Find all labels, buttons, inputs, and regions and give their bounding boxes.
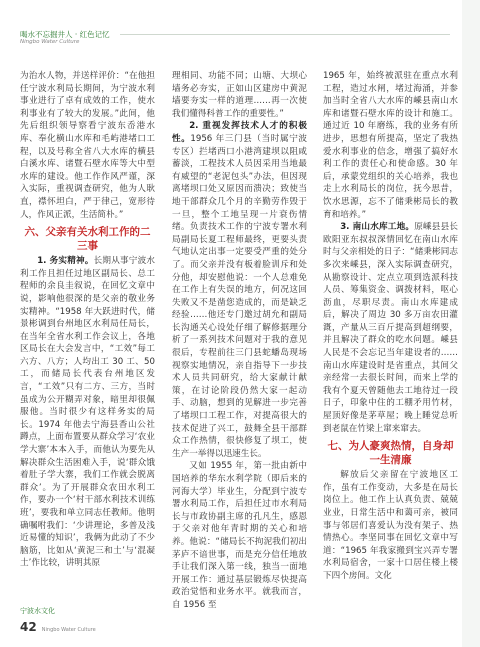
header-subtitle: Ningbo Water Culture	[20, 39, 80, 45]
subheading: 1. 务实精神。	[37, 256, 94, 267]
paragraph: 为治水人物，并送样评价：“在他担任宁波水利局长期间，为宁波水利事业进行了卓有成效的工作，使水利事业有了较大的发展。”此间，他先后组织领导察看宁波东岙港水库、奉化横山水库和毛屿港堵口工程，以及号称全省八大水库的横县白溪水库、诸暨石壁水库等大中型水库的建设。他工作作风严谨，深入实际，重视调查研究，他为人耿直，襟怀坦白，严于律己，宽形待人，作风正派，生活简朴。”	[20, 71, 155, 220]
paragraph	[323, 221, 458, 435]
paragraph	[172, 120, 307, 460]
paragraph: 1965 年，始终被派驻在重点水利工程，造过水闸，堵过海涌，并参加当时全省八大水库的嵊县南山水库和诸暨石壁水库的设计和施工。通过近 10 年磨练，我的业务有所进步，思想有所提高，坚定了我热爱水利事业的信念，增强了搞好水利工作的责任心和使命感。30 年后，承蒙党组织的关心培养，我也走上水利局长的岗位，抚今思昔，饮水思源，忘不了储秉彬局长的教育和培养。”	[323, 71, 458, 220]
column-2	[172, 70, 307, 612]
paragraph-text: 原嵊县县长欧阳亚东叔叔深情回忆在南山水库时与父亲相处的日子：“储秉彬同志多次来嵊县，深入实际调查研究，从勘察设计、定点立项到选派科技人员、筹集资金、调拨材料，呕心沥血，尽职尽责。南山水库建成后，解决了周边 30 多万亩农田灌溉，产量从三百斤提高到超纲要，并且解决了群众的吃水问题。嵊县人民是不会忘记当年建设者的……南山水库建设时是省重点，其间父亲经常一去很长时间，而来上学的我有个夏天曾随他去工地待过一段日子，印象中住的工棚矛用竹材，屋顶好像是茅草屋；晚上睡觉总听到老鼠在竹梁上窜来窜去。	[323, 222, 458, 434]
paragraph-text: 1956 年三门县（当时属宁波专区）拦堵西口小港湾建坝以阻咸蓄淡，工程技术人员因采用当地最有威望的“老泥包头”办法，但因现离堵坝口处又原因而溃决；致使当地干部群众几个月的辛勤劳作毁于一旦，整个工地呈现一片衰伤情绪。负责技术工作的宁波专署水利局副局长夏工程师最终，更要头责气地认定出事一定要受严重的处分了。而父亲并没有板着脸训斥和处分他，却安慰他说：一个人总难免在工作上有失误的地方，何况这回失败又不是凿您造成的，而是缺乏经验……他还专门邀过胡允和副局长沟通关心设处仔细了解修据理分析了一系列技术问题对于我的意见很后，专程前往三门县蛇蟠岛现场视察实地情况，亲自指导下一步技术人员共同研究，给大家献计献策，在讨论阶段仍然大家一起动手、动脑，想到的见解进一步完善了堵坝口工程工作，对提高很大的技术促进了兴工，鼓舞全县干部群众工作热情，很快修复了坝工，使生产一举得以迅速生长。	[172, 133, 307, 459]
paragraph: 理相同、功能不同；山塘、大坝心墙务必夯实，正如山区建房中黄泥墙要夯实一样的道理……再一次使我们懂得科普工作的重要性。”	[172, 71, 307, 119]
column-1	[20, 70, 155, 570]
header-rule	[120, 34, 450, 35]
subheading: 2. 重视发挥技术人才的积极性。	[172, 121, 307, 144]
paragraph: 又如 1955 年，第一批由新中国培养的华东水利学院（即后来的河海大学）毕业生，分配到宁波专署水利局工作，后担任过市水利局长与市政协副主席的孔凡生，感恩于父亲对他年青时期的关心和培养。他说：“储局长不拘泥我们初出茅庐不谙世事，而是充分信任地放手让我们深入第一线，独当一面地开展工作：通过基层锻炼尽快提高政治觉悟和业务水平。就我而言，自 1956 至	[172, 461, 307, 610]
footer-title: 宁波水文化	[20, 607, 55, 615]
header-title: 喝水不忘掘井人 · 红色记忆	[20, 30, 110, 39]
column-3	[323, 70, 458, 583]
paragraph	[20, 255, 155, 570]
paragraph-text: 长期从事宁波水利工作且担任过地区副局长、总工程师的余良圭叙说，在回忆文章中说，影响他很深的是父亲的敬业务实精神。“1958 年大跃进时代，储景彬调到台州地区水利局任局长，在当年全省水利工作会议上，各地区局长在大会发言中，“工效”每工六方、八方；人均出工 30 工、50 工，而储局长代表台州地区发言，“工效”只有二方、三方，当时虽成为公开糊弄对象，暗里却很佩服他。当时很少有这样务实的局长。1974 年他去宁海县香山公社蹲点，上面布置要从群众学习‘农业学大寨’本本入手，而他认为要先从解决群众生活困难入手，说‘群众饿着肚子学大寨，我们工作就会脱离群众’。为了开展群众农田水利工作，要办一个‘村干部水利技术训练班’，要我和单立同志任教师。他明确嘱咐我们：‘少讲理论，多普及浅近易懂的知识’，我俩为此动了不少脑筋，比如从‘黄泥三和土’与‘混凝土’作比较，讲明其原	[20, 256, 155, 569]
section-heading-6: 六、父亲有关水利工作的二三事	[24, 226, 151, 253]
footer-subtitle: Ningbo Water Culture	[41, 627, 96, 633]
page-header	[20, 30, 460, 50]
page-number: 42	[20, 620, 37, 634]
side-stripe	[462, 0, 480, 647]
page-footer	[20, 606, 96, 635]
paragraph: 解放后父亲留在宁波地区工作，虽有工作变动，大多是在局长岗位上。他工作上认真负责、兢兢业业，日常生活中和蔼可亲，被同事与邻居们喜爱认为没有架子、热情热心。李坚同事在回忆文章中写道：“1965 年我家搬到宝兴弄专署水利局宿舍，一家十口居住楼上楼下四个房间。文化	[323, 470, 458, 581]
subheading: 3. 南山水库工地。	[340, 222, 415, 233]
section-heading-7: 七、为人豪爽热情，自身却一生清廉	[327, 440, 454, 467]
